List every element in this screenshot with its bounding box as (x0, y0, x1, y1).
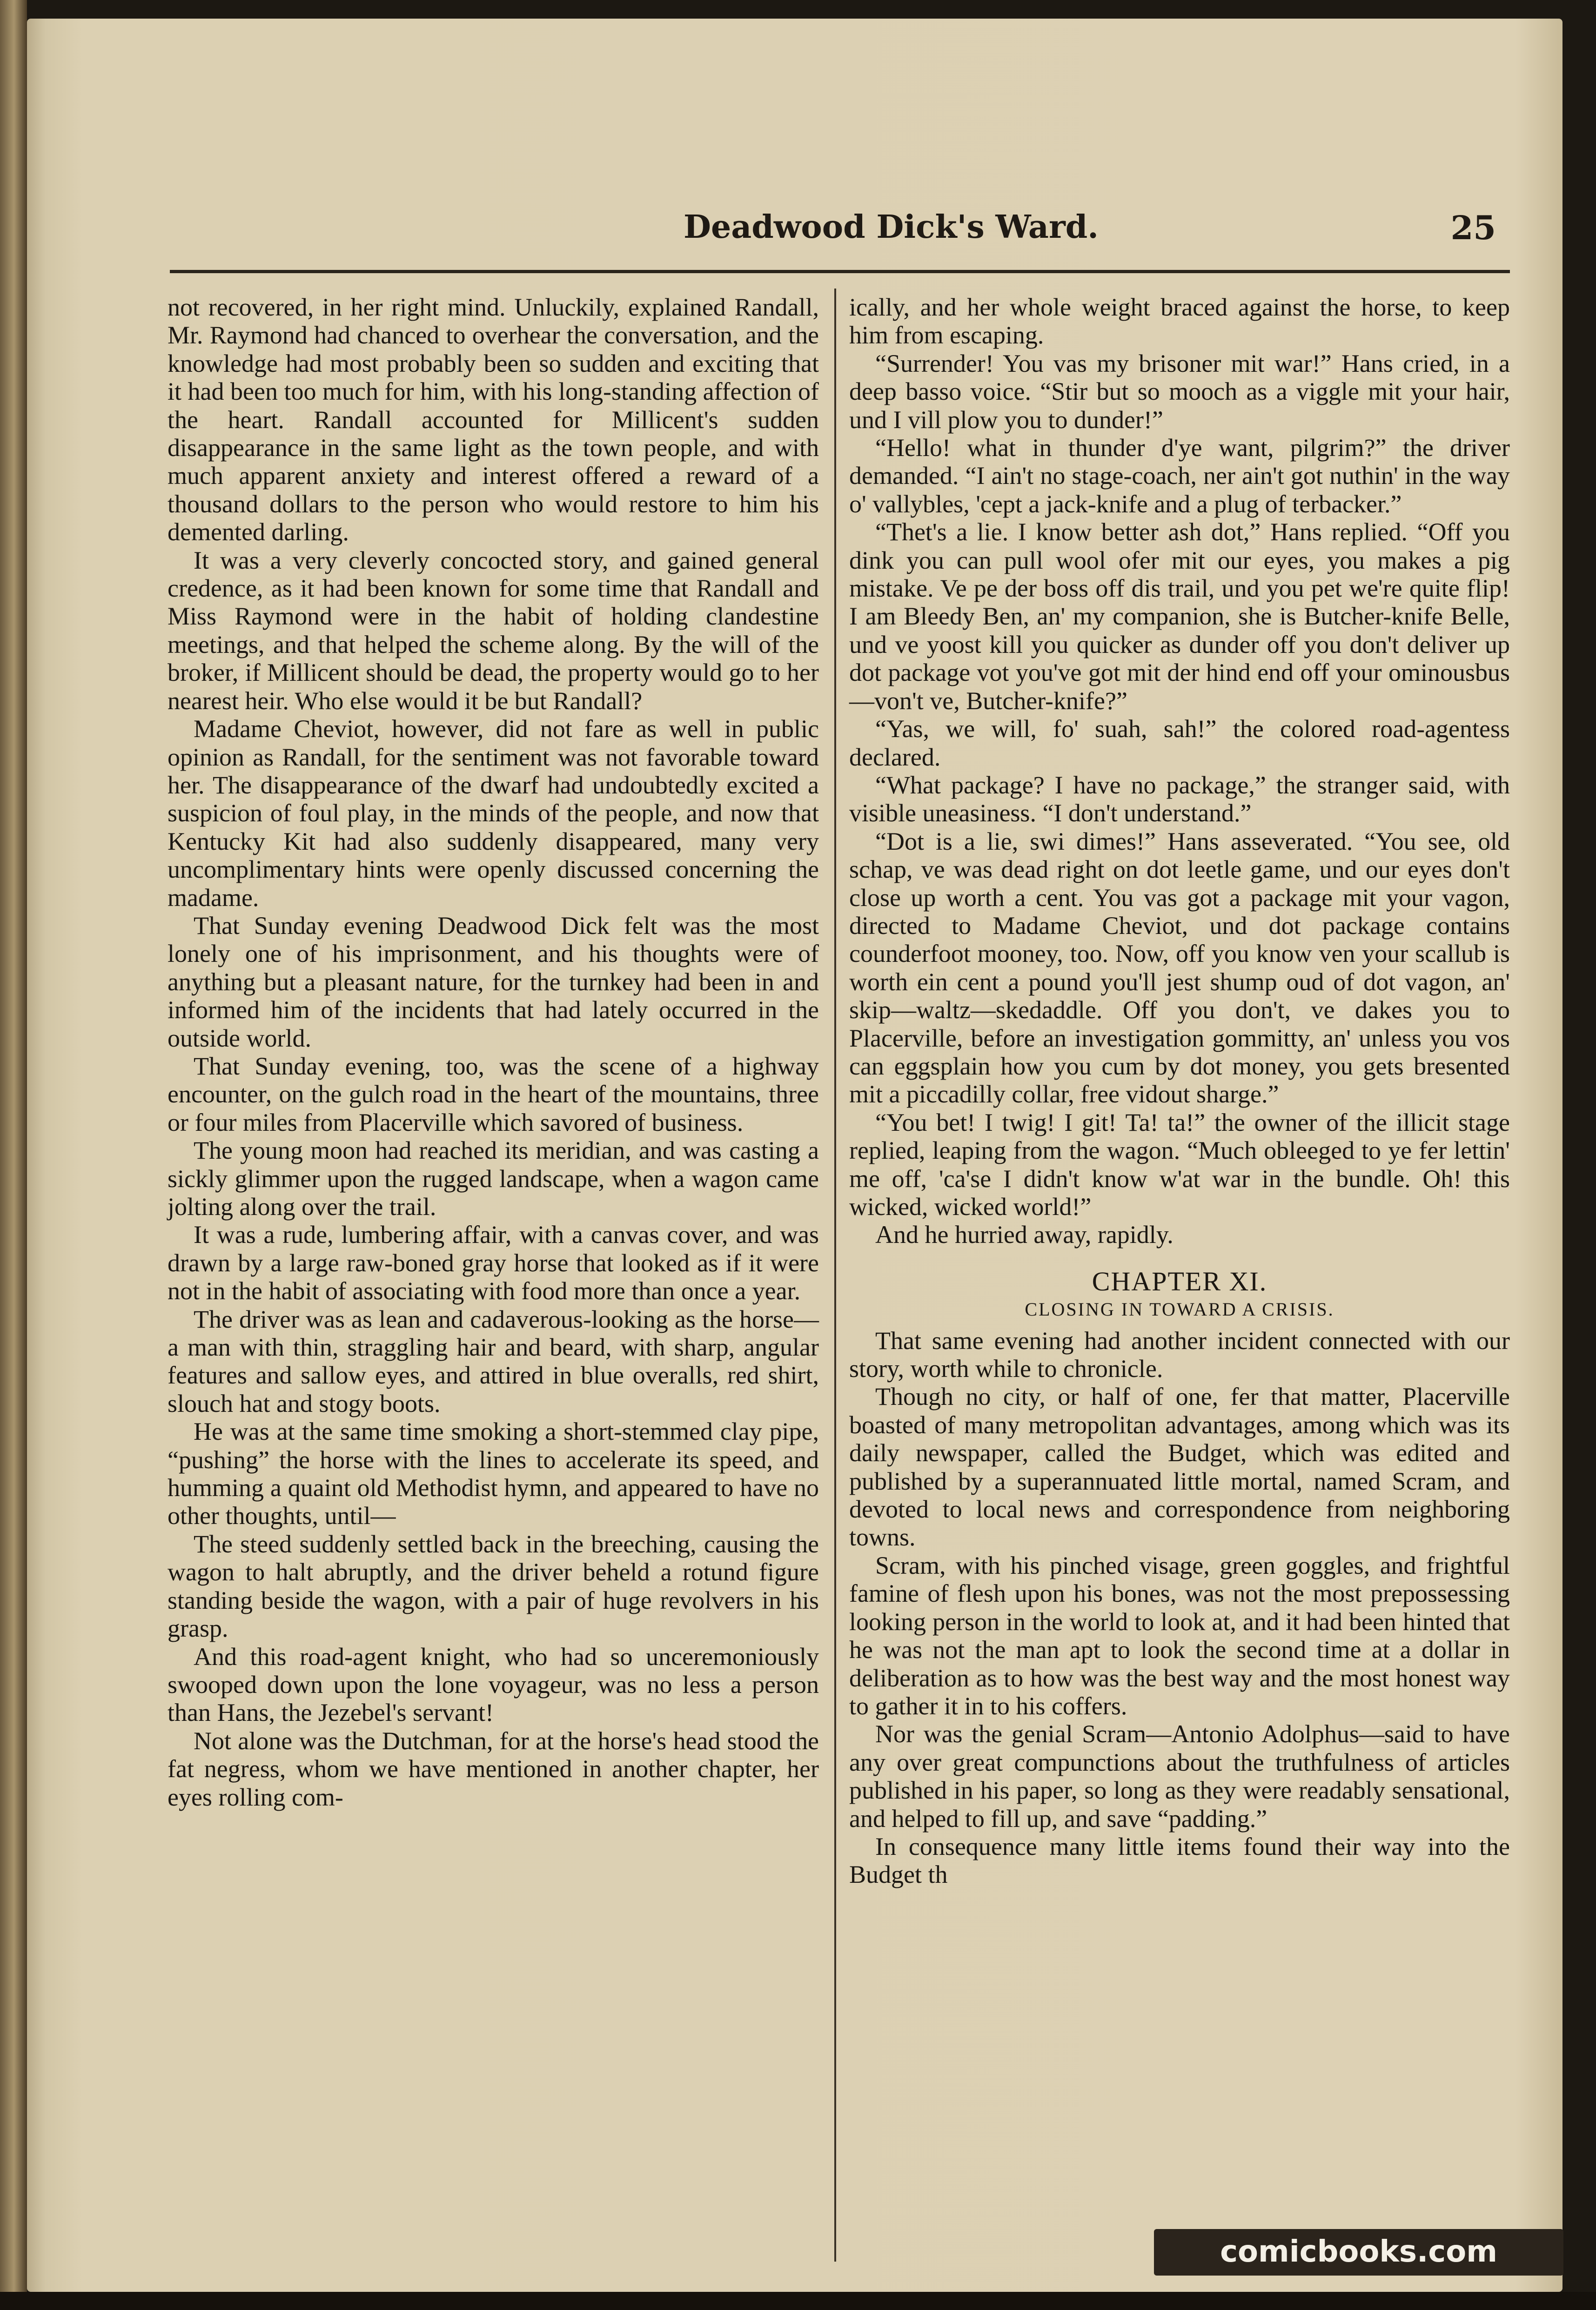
paragraph: “Surrender! You vas my brisoner mit war!” Hans cried, in a deep basso voice. “Stir but so mooch as a viggle mit your hair, und I vill plow you to dunder!” (849, 349, 1510, 434)
paragraph: “Hello! what in thunder d'ye want, pilgrim?” the driver demanded. “I ain't no stage-coach, ner ain't got nuthin' in the way o' vallybles, 'cept a jack-knife and a plug of terbacker.” (849, 434, 1510, 518)
paragraph: That Sunday evening Deadwood Dick felt was the most lonely one of his imprisonment, and his thoughts were of anything but a pleasant nature, for the turnkey had been in and informed him of the incidents that had lately occurred in the outside world. (168, 911, 819, 1052)
watermark-text: comicbooks.com (1220, 2235, 1497, 2269)
paragraph: “What package? I have no package,” the stranger said, with visible uneasiness. “I don't understand.” (849, 771, 1510, 827)
paragraph: He was at the same time smoking a short-stemmed clay pipe, “pushing” the horse with the lines to accelerate its speed, and humming a quaint old Methodist hymn, and appeared to have no other thoughts, until— (168, 1417, 819, 1530)
column-divider (834, 289, 836, 2262)
paragraph: ically, and her whole weight braced against the horse, to keep him from escaping. (849, 293, 1510, 349)
paragraph: It was a rude, lumbering affair, with a canvas cover, and was drawn by a large raw-boned gray horse that looked as if it were not in the habit of associating with food more than once a year. (168, 1221, 819, 1305)
scan-border (0, 2292, 1596, 2310)
chapter-subtitle: CLOSING IN TOWARD A CRISIS. (1025, 1299, 1334, 1320)
right-column (849, 293, 1510, 2262)
paragraph: “Yas, we will, fo' suah, sah!” the colored road-agentess declared. (849, 715, 1510, 771)
paragraph: “Dot is a lie, swi dimes!” Hans asseverated. “You see, old schap, ve was dead right on dot leetle game, und our eyes don't close up worth a cent. You vas got a package mit your vagon, directed to Madame Cheviot, und dot package contains counderfoot mooney, too. Now, off you know ven your scallub is worth ein cent a pound you'll jest shump oud of dot vagon, an' skip—waltz—skedaddle. Off you don't, ve dakes you to Placerville, before an investigation gommitty, an' unless you vos can eggsplain how you cum by dot money, you gets bresented mit a piccadilly collar, free vidout sharge.” (849, 827, 1510, 1108)
chapter-title: CHAPTER XI. (1092, 1266, 1267, 1296)
paragraph: That Sunday evening, too, was the scene of a highway encounter, on the gulch road in the heart of the mountains, three or four miles from Placerville which savored of business. (168, 1052, 819, 1136)
paragraph: And he hurried away, rapidly. (875, 1221, 1174, 1249)
paragraph: The driver was as lean and cadaverous-looking as the horse—a man with thin, straggling hair and beard, with sharp, angular features and sallow eyes, and attired in blue overalls, red shirt, slouch hat and stogy boots. (168, 1305, 819, 1417)
paragraph: In consequence many little items found their way into the Budget th (849, 1832, 1510, 1889)
binding-edge (0, 0, 27, 2310)
paragraph: “You bet! I twig! I git! Ta! ta!” the owner of the illicit stage replied, leaping from the wagon. “Much obleeged to ye fer lettin' me off, 'ca'se I didn't know w'at war in the bundle. Oh! this wicked, wicked world!” (849, 1108, 1510, 1221)
paragraph: That same evening had another incident connected with our story, worth while to chronicle. (849, 1326, 1510, 1383)
paragraph: It was a very cleverly concocted story, and gained general credence, as it had been known for some time that Randall and Miss Raymond were in the habit of holding clandestine meetings, and that helped the scheme along. By the will of the broker, if Millicent should be dead, the property would go to her nearest heir. Who else would it be but Randall? (168, 546, 819, 715)
paragraph: not recovered, in her right mind. Unluckily, explained Randall, Mr. Raymond had chanced to overhear the conversation, and the knowledge had most probably been so sudden and exciting that it had been too much for him, with his long-standing affection of the heart. Randall accounted for Millicent's sudden disappearance in the same light as the town people, and with much apparent anxiety and interest offered a reward of a thousand dollars to the person who would restore to him his demented darling. (168, 293, 819, 546)
left-column (168, 293, 819, 2262)
paragraph: And this road-agent knight, who had so unceremoniously swooped down upon the lone voyageur, was no less a person than Hans, the Jezebel's servant! (168, 1642, 819, 1727)
header-rule (170, 270, 1510, 273)
paragraph: “Thet's a lie. I know better ash dot,” Hans replied. “Off you dink you can pull wool ofer mit our eyes, you makes a pig mistake. Ve pe der boss off dis trail, und you pet we're quite flip! I am Bleedy Ben, an' my companion, she is Butcher-knife Belle, und ve yoost kill you quicker as dunder off you don't deliver up dot package vot you've got mit der hind end off your ominousbus—von't ve, Butcher-knife?” (849, 518, 1510, 715)
running-head: Deadwood Dick's Ward. (684, 208, 1099, 246)
paragraph: Nor was the genial Scram—Antonio Adolphus—said to have any over great compunctions about the truthfulness of articles published in his paper, so long as they were readably sensational, and helped to fill up, and save “padding.” (849, 1720, 1510, 1833)
paragraph: Madame Cheviot, however, did not fare as well in public opinion as Randall, for the sentiment was not favorable toward her. The disappearance of the dwarf had undoubtedly excited a suspicion of foul play, in the minds of the people, and now that Kentucky Kit had also suddenly disappeared, many very uncomplimentary hints were openly discussed concerning the madame. (168, 715, 819, 912)
page-header (170, 208, 1510, 274)
page-number: 25 (1450, 208, 1496, 247)
paragraph: Though no city, or half of one, fer that matter, Placerville boasted of many metropolitan advantages, among which was its daily newspaper, called the Budget, which was edited and published by a superannuated little mortal, named Scram, and devoted to local news and correspondence from neighboring towns. (849, 1383, 1510, 1551)
watermark (1154, 2229, 1563, 2276)
paragraph: The steed suddenly settled back in the breeching, causing the wagon to halt abruptly, and the driver beheld a rotund figure standing beside the wagon, with a pair of huge revolvers in his grasp. (168, 1530, 819, 1643)
paragraph: Scram, with his pinched visage, green goggles, and frightful famine of flesh upon his bones, was not the most prepossessing looking person in the world to look at, and it had been hinted that he was not the man apt to look the second time at a dollar in deliberation as to how was the best way and the most honest way to gather it in to his coffers. (849, 1551, 1510, 1720)
paragraph: The young moon had reached its meridian, and was casting a sickly glimmer upon the rugged landscape, when a wagon came jolting along over the trail. (168, 1136, 819, 1221)
paragraph: Not alone was the Dutchman, for at the horse's head stood the fat negress, whom we have mentioned in another chapter, her eyes rolling com- (168, 1726, 819, 1811)
